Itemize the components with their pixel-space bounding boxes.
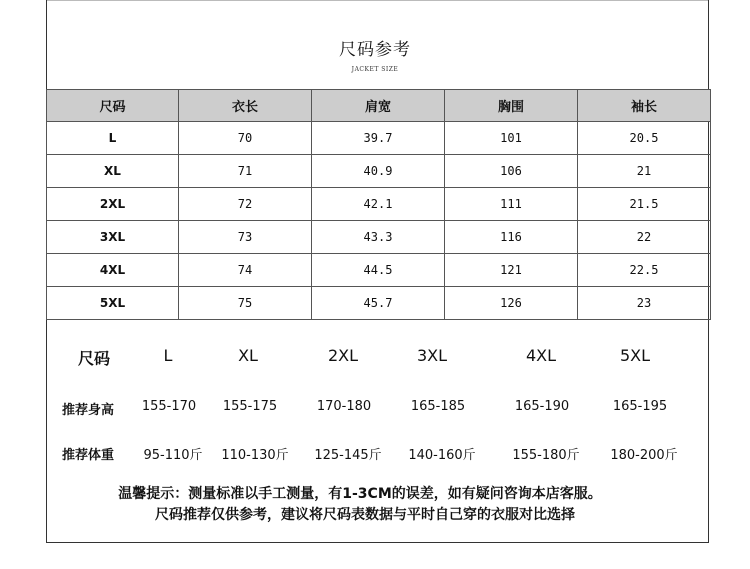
cell-chest: 121 <box>445 254 578 287</box>
cell-sleeve: 21.5 <box>578 188 711 221</box>
size-advice: 尺码推荐仅供参考，建议将尺码表数据与平时自己穿的衣服对比选择 <box>155 507 575 523</box>
size-value: L <box>163 346 173 365</box>
size-value: XL <box>238 346 258 365</box>
header-size: 尺码 <box>47 90 179 122</box>
cell-shoulder: 42.1 <box>312 188 445 221</box>
size-recommendation <box>46 322 709 472</box>
header-sleeve: 袖长 <box>578 90 711 122</box>
cell-shoulder: 40.9 <box>312 155 445 188</box>
cell-length: 73 <box>179 221 312 254</box>
weight-value: 110-130斤 <box>221 448 289 463</box>
cell-length: 70 <box>179 122 312 155</box>
measurement-tip: 温馨提示：测量标准以手工测量，有1-3CM的误差，如有疑问咨询本店客服。 <box>118 486 602 502</box>
cell-size: 5XL <box>47 287 179 320</box>
weight-value: 140-160斤 <box>408 448 476 463</box>
cell-shoulder: 43.3 <box>312 221 445 254</box>
header-length: 衣长 <box>179 90 312 122</box>
weight-value: 155-180斤 <box>512 448 580 463</box>
cell-sleeve: 23 <box>578 287 711 320</box>
cell-size: 3XL <box>47 221 179 254</box>
cell-length: 71 <box>179 155 312 188</box>
table-row <box>47 155 711 188</box>
cell-size: XL <box>47 155 179 188</box>
weight-value: 95-110斤 <box>143 448 203 463</box>
weight-value: 125-145斤 <box>314 448 382 463</box>
size-value: 5XL <box>619 346 651 365</box>
size-row-label: 尺码 <box>78 349 111 368</box>
size-value: 4XL <box>525 346 557 365</box>
cell-length: 75 <box>179 287 312 320</box>
height-value: 170-180 <box>316 399 372 414</box>
size-value: 3XL <box>416 346 448 365</box>
height-value: 165-190 <box>514 399 570 414</box>
page-title: 尺码参考 <box>339 40 411 60</box>
cell-chest: 116 <box>445 221 578 254</box>
cell-shoulder: 39.7 <box>312 122 445 155</box>
height-value: 165-185 <box>410 399 466 414</box>
header-chest: 胸围 <box>445 90 578 122</box>
table-row <box>47 287 711 320</box>
cell-size: 4XL <box>47 254 179 287</box>
page-subtitle: JACKET SIZE <box>351 66 399 73</box>
cell-length: 72 <box>179 188 312 221</box>
weight-row-label: 推荐体重 <box>62 448 115 463</box>
cell-sleeve: 22.5 <box>578 254 711 287</box>
header-shoulder: 肩宽 <box>312 90 445 122</box>
cell-size: 2XL <box>47 188 179 221</box>
size-value: 2XL <box>327 346 359 365</box>
table-header-row <box>47 90 711 122</box>
height-value: 155-170 <box>141 399 197 414</box>
size-table <box>46 89 711 320</box>
height-value: 165-195 <box>612 399 668 414</box>
table-row <box>47 254 711 287</box>
cell-sleeve: 22 <box>578 221 711 254</box>
cell-sleeve: 21 <box>578 155 711 188</box>
cell-chest: 101 <box>445 122 578 155</box>
cell-shoulder: 44.5 <box>312 254 445 287</box>
table-row <box>47 221 711 254</box>
cell-size: L <box>47 122 179 155</box>
table-row <box>47 122 711 155</box>
height-row-label: 推荐身高 <box>62 403 115 418</box>
cell-chest: 126 <box>445 287 578 320</box>
cell-shoulder: 45.7 <box>312 287 445 320</box>
cell-length: 74 <box>179 254 312 287</box>
cell-sleeve: 20.5 <box>578 122 711 155</box>
weight-value: 180-200斤 <box>610 448 678 463</box>
cell-chest: 106 <box>445 155 578 188</box>
height-value: 155-175 <box>222 399 278 414</box>
cell-chest: 111 <box>445 188 578 221</box>
table-row <box>47 188 711 221</box>
